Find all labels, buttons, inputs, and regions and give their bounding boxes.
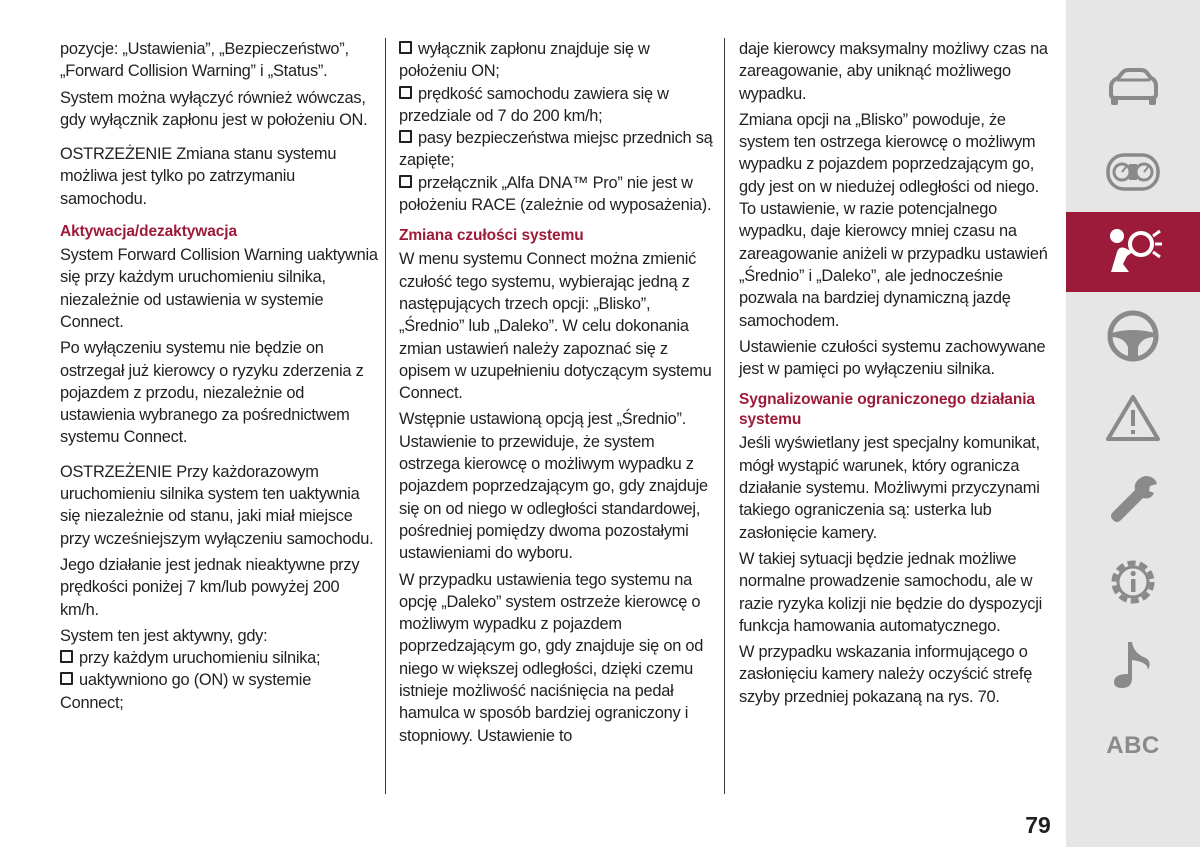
checkbox-bullet-icon: [60, 672, 73, 685]
chapter-sidebar: [1066, 0, 1200, 847]
checkbox-bullet-icon: [399, 86, 412, 99]
sidebar-item-safety[interactable]: [1066, 212, 1200, 292]
paragraph: System Forward Collision Warning uaktywnia się przy każdym uruchomieniu silnika, niezależnie od ustawienia w systemie Connect.: [60, 246, 378, 331]
wrench-icon: [1105, 472, 1161, 528]
paragraph: Zmiana opcji na „Blisko” powoduje, że system ten ostrzega kierowcę o możliwym wypadku z pojazdem poprzedzającym go, gdy jest on w niedużej odległości od niego. To ustawienie, w razie potencjalnego wypadku, daje kierowcy mniej czasu na zareagowanie aniżeli w przypadku ustawień „Średnio” i „Daleko”, ale jednocześnie pozwala na bardziej dynamiczną jazdę samochodem.: [739, 110, 1048, 330]
text-column-3: [739, 38, 1049, 712]
checkbox-bullet-icon: [399, 130, 412, 143]
paragraph: Ustawienie czułości systemu zachowywane jest w pamięci po wyłączeniu silnika.: [739, 337, 1046, 379]
sidebar-item-multimedia[interactable]: [1066, 624, 1200, 704]
dashboard-icon: [1105, 152, 1161, 192]
checkbox-bullet-icon: [399, 175, 412, 188]
text-column-1: [60, 38, 378, 714]
sidebar-item-index[interactable]: [1066, 706, 1200, 786]
paragraph: System można wyłączyć również wówczas, gdy wyłącznik zapłonu jest w położeniu ON.: [60, 88, 368, 129]
section-heading-limited-operation: Sygnalizowanie ograniczonego działania systemu: [739, 391, 1035, 429]
paragraph: Jeśli wyświetlany jest specjalny komunikat, mógł wystąpić warunek, który ogranicza działanie systemu. Możliwymi przyczynami takiego ograniczenia są: usterka lub zasłonięcie kamery.: [739, 434, 1040, 542]
bullet-item: uaktywniono go (ON) w systemie Connect;: [60, 671, 312, 712]
section-heading-sensitivity: Zmiana czułości systemu: [399, 227, 584, 245]
paragraph: Jego działanie jest jednak nieaktywne przy prędkości poniżej 7 km/lub powyżej 200 km/h.: [60, 555, 360, 619]
info-gear-icon: [1105, 554, 1161, 610]
paragraph: W przypadku ustawienia tego systemu na opcję „Daleko” system ostrzeże kierowcę o możliwym wypadku z pojazdem poprzedzającym go, gdy znajduje się on od niego w większej odległości, dzięki czemu istnieje możliwość naciśnięcia na pedał hamulca w sposób bardziej ograniczony i stopniowy. Ustawienie to: [399, 570, 704, 745]
steering-wheel-icon: [1106, 309, 1160, 363]
warning-paragraph: OSTRZEŻENIE Zmiana stanu systemu możliwa jest tylko po zatrzymaniu samochodu.: [60, 145, 337, 208]
column-divider: [724, 38, 725, 794]
bullet-item: przełącznik „Alfa DNA™ Pro” nie jest w położeniu RACE (zależnie od wyposażenia).: [399, 173, 712, 215]
sidebar-item-technical-data[interactable]: [1066, 542, 1200, 622]
sidebar-item-dashboard[interactable]: [1066, 132, 1200, 212]
bullet-item: wyłącznik zapłonu znajduje się w położeniu ON;: [399, 40, 650, 81]
music-note-icon: [1108, 636, 1158, 692]
text-column-2: [399, 38, 717, 751]
paragraph: Wstępnie ustawioną opcją jest „Średnio”. Ustawienie to przewiduje, że system ostrzega kierowcę o możliwym wypadku z pojazdem poprzedzającym go, gdy znajduje się on od niego w odległości standardowej, pośredniej pomiędzy dwoma pozostałymi ustawieniami do wyboru.: [399, 410, 708, 563]
checkbox-bullet-icon: [60, 650, 73, 663]
paragraph: W menu systemu Connect można zmienić czułość tego systemu, wybierając jedną z następujących trzech opcji: „Blisko”, „Średnio” lub „Daleko”. W celu dokonania zmian ustawień należy zapoznać się z opisem w uzupełnieniu dotyczącym systemu Connect.: [399, 250, 712, 403]
paragraph: W przypadku wskazania informującego o zasłonięciu kamery należy oczyścić strefę szyby przedniej pokazaną na rys. 70.: [739, 643, 1033, 706]
page-number: 79: [1025, 812, 1051, 838]
paragraph: Po wyłączeniu systemu nie będzie on ostrzegał już kierowcy o ryzyku zderzenia z pojazdem z przodu, niezależnie od ustawienia wybranego za pośrednictwem systemu Connect.: [60, 339, 364, 447]
warning-paragraph: OSTRZEŻENIE Przy każdorazowym uruchomieniu silnika system ten uaktywnia się niezależnie od stanu, jaki miał miejsce przy wcześniejszym wyłączeniu samochodu.: [60, 462, 374, 548]
warning-triangle-icon: [1105, 393, 1161, 443]
checkbox-bullet-icon: [399, 41, 412, 54]
abc-index-icon: ABC: [1106, 732, 1160, 759]
sidebar-item-service[interactable]: [1066, 460, 1200, 540]
paragraph: daje kierowcy maksymalny możliwy czas na zareagowanie, aby uniknąć możliwego wypadku.: [739, 40, 1048, 103]
sidebar-item-warnings[interactable]: [1066, 378, 1200, 458]
section-heading-activation: Aktywacja/dezaktywacja: [60, 223, 238, 241]
sidebar-item-driving[interactable]: [1066, 296, 1200, 376]
bullet-item: pasy bezpieczeństwa miejsc przednich są zapięte;: [399, 129, 713, 170]
paragraph: W takiej sytuacji będzie jednak możliwe normalne prowadzenie samochodu, ale w razie ryzyka kolizji nie będzie do dyspozycji funkcja hamowania automatycznego.: [739, 549, 1043, 635]
car-icon: [1105, 68, 1161, 108]
sidebar-item-vehicle[interactable]: [1066, 48, 1200, 128]
column-divider: [385, 38, 386, 794]
paragraph: System ten jest aktywny, gdy:: [60, 626, 268, 645]
bullet-item: przy każdym uruchomieniu silnika;: [60, 647, 378, 669]
bullet-item: prędkość samochodu zawiera się w przedziale od 7 do 200 km/h;: [399, 84, 669, 125]
paragraph: pozycje: „Ustawienia”, „Bezpieczeństwo”, „Forward Collision Warning” i „Status”.: [60, 40, 349, 81]
airbag-icon: [1103, 222, 1163, 282]
